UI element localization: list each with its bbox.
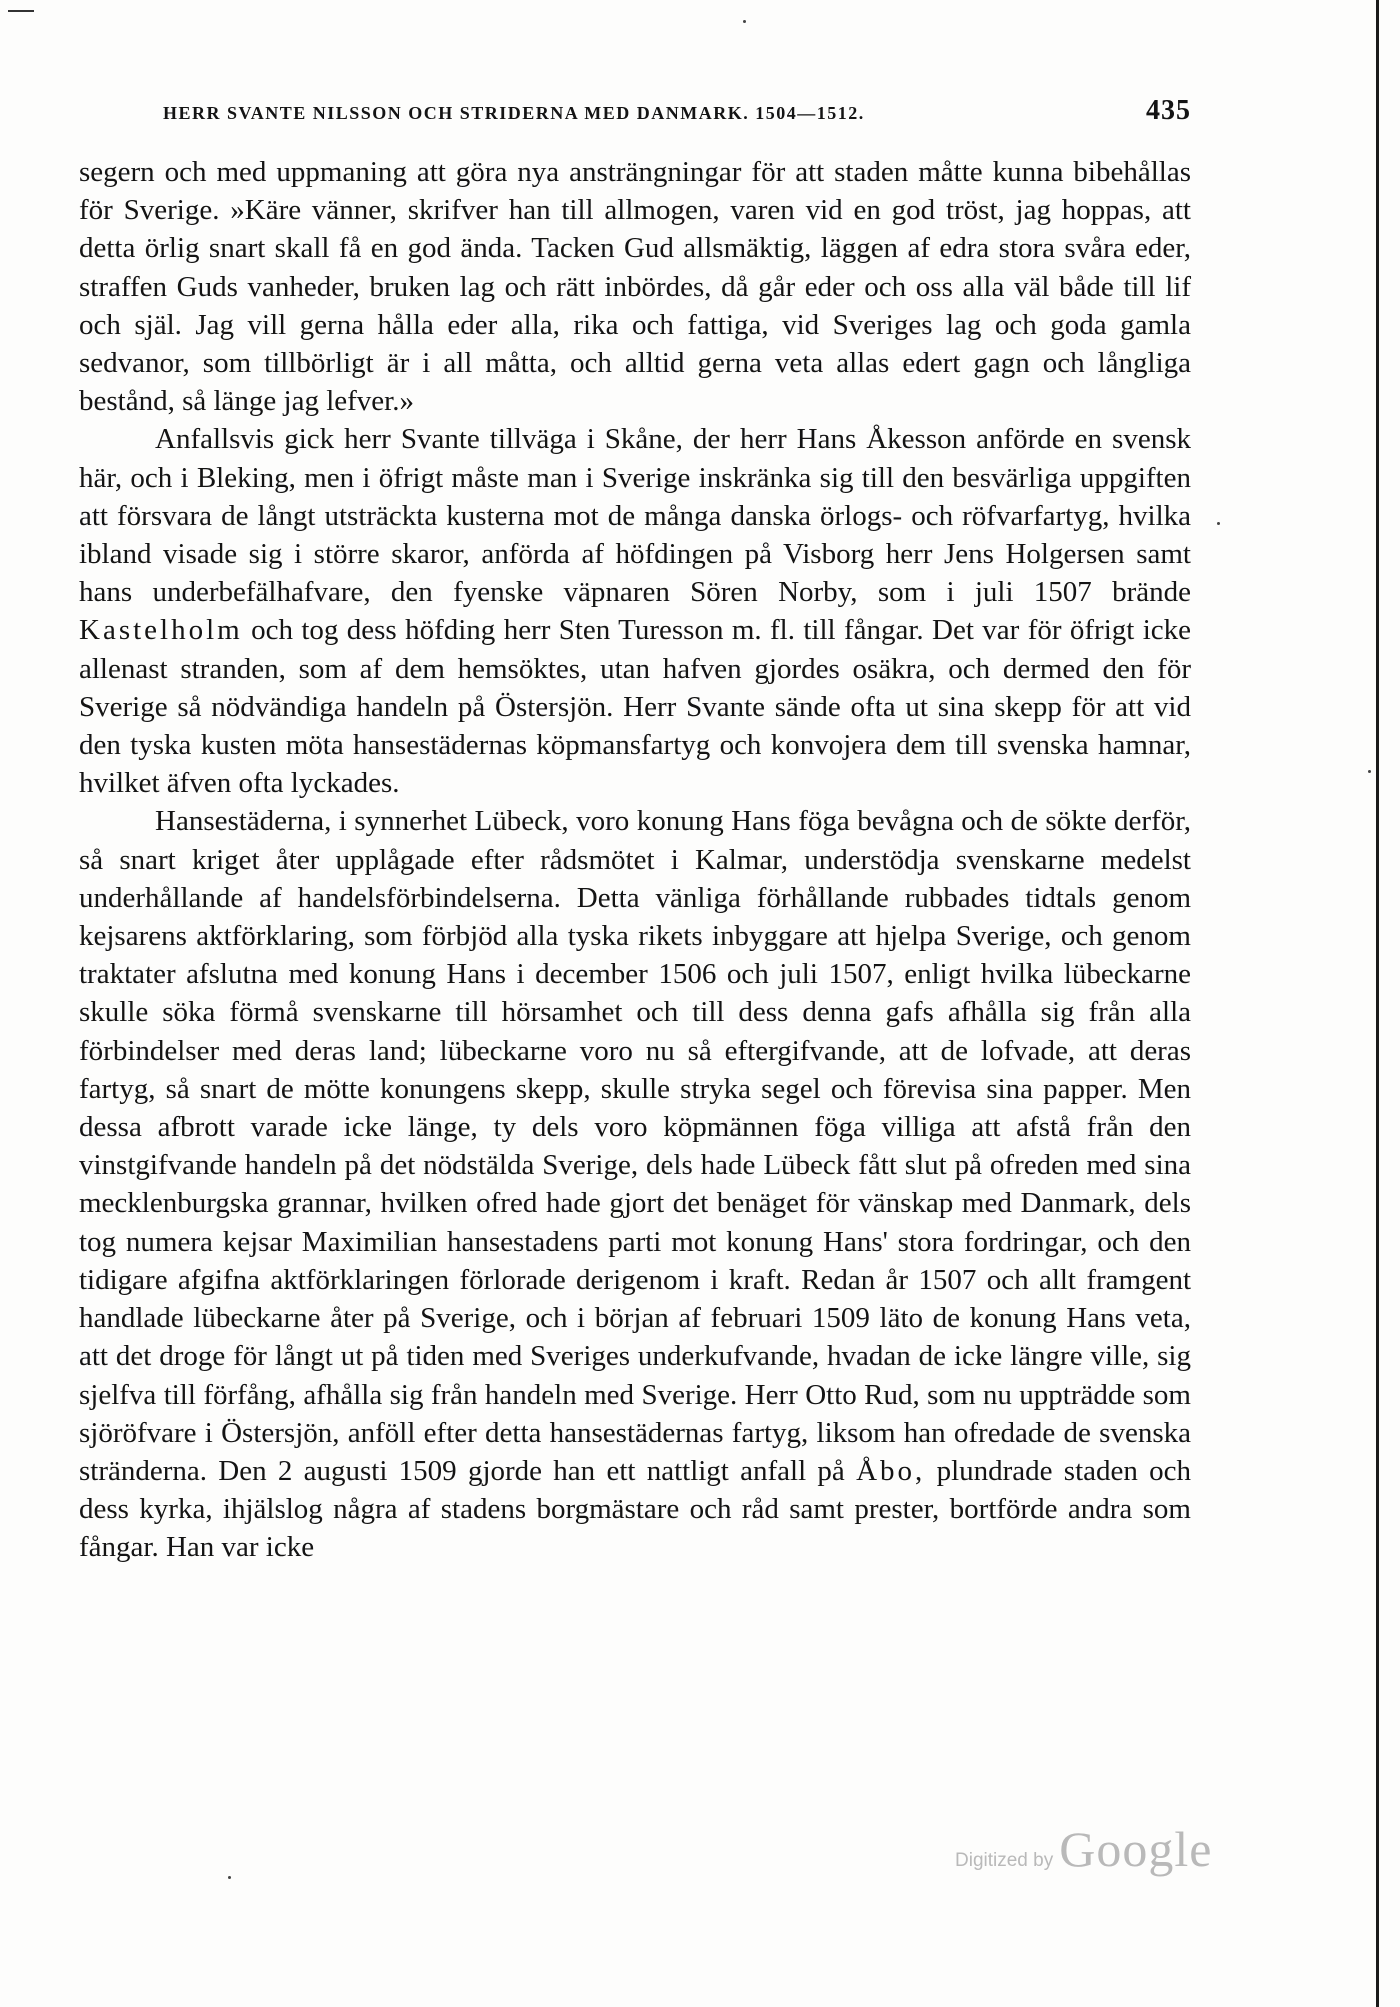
running-header <box>163 95 1191 135</box>
speck <box>1217 522 1220 525</box>
running-title: HERR SVANTE NILSSON OCH STRIDERNA MED DANMARK. 1504—1512. <box>163 103 865 123</box>
text-run: Anfallsvis gick herr Svante tillväga i Skåne, der herr Hans Åkesson anförde en svensk här, och i Bleking, men i öfrigt måste man i Sverige inskränka sig till den besvärliga uppgiften att försvara de långt utsträckta kusterna mot de många danska örlogs- och röfvarfartyg, hvilka ibland visade sig i större skaror, anförda af höfdingen på Visborg herr Jens Holgersen samt hans underbefälhafvare, den fyenske väpnaren Sören Norby, som i juli 1507 brände <box>79 423 1191 609</box>
scan-mark <box>8 10 34 12</box>
spaced-place-name: Åbo, <box>856 1454 926 1487</box>
paragraph <box>79 802 1191 1566</box>
scan-edge <box>1376 0 1379 2007</box>
body-text <box>79 153 1191 1567</box>
page-number: 435 <box>1146 95 1191 126</box>
paragraph <box>79 420 1191 802</box>
watermark-caption: Digitized by <box>955 1850 1054 1871</box>
spaced-place-name: Kastelholm <box>79 614 243 647</box>
text-run: och tog dess höfding herr Sten Turesson m. fl. till fångar. Det var för öfrigt icke allenast stranden, som af dem hemsöktes, utan hafven gjordes osäkra, och dermed den för Sverige så nödvändiga handeln på Östersjön. Herr Svante sände ofta ut sina skepp för att vid den tyska kusten möta hansestädernas köpmansfartyg och konvojera dem till svenska hamnar, hvilket äfven ofta lyckades. <box>79 614 1191 800</box>
digitized-watermark <box>955 1820 1212 1880</box>
speck <box>1368 770 1371 773</box>
speck <box>228 1876 231 1879</box>
text-run: plundrade staden och dess kyrka, ihjälslog några af stadens borgmästare och råd samt prester, bortförde andra som fångar. Han var icke <box>79 1454 1192 1564</box>
google-logo: Google <box>1059 1821 1213 1877</box>
paragraph: segern och med uppmaning att göra nya ansträngningar för att staden måtte kunna bibehållas för Sverige. »Käre vänner, skrifver han till allmogen, varen vid en god tröst, jag hoppas, att detta örlig snart skall få en god ända. Tacken Gud allsmäktig, läggen af edra stora svåra eder, straffen Guds vanheder, bruken lag och rätt inbördes, då går eder och oss alla väl både till lif och själ. Jag vill gerna hålla eder alla, rika och fattiga, vid Sveriges lag och goda gamla sedvanor, som tillbörligt är i all måtta, och alltid gerna veta allas edert gagn och långliga bestånd, så länge jag lefver.» <box>79 156 1191 418</box>
speck <box>743 20 746 23</box>
text-run: Hansestäderna, i synnerhet Lübeck, voro konung Hans föga bevågna och de sökte derför, så snart kriget åter upplågade efter rådsmötet i Kalmar, understödja svenskarne medelst underhållande af handelsförbindelserna. Detta vänliga förhållande rubbades tidtals genom kejsarens aktförklaring, som förbjöd alla tyska rikets inbyggare att hjelpa Sverige, och genom traktater afslutna med konung Hans i december 1506 och juli 1507, enligt hvilka lübeckarne skulle söka förmå svenskarne till hörsamhet och till dess denna gafs afhålla sig från alla förbindelser med deras land; lübeckarne voro nu så eftergifvande, att de lofvade, att deras fartyg, så snart de mötte konungens skepp, skulle stryka segel och förevisa sina papper. Men dessa afbrott varade icke länge, ty dels voro köpmännen föga villiga att afstå från den vinstgifvande handeln på det nödstälda Sverige, dels hade Lübeck fått slut på ofreden med sina mecklenburgska grannar, hvilken ofred hade gjort det benäget för vänskap med Danmark, dels tog numera kejsar Maximilian hansestadens parti mot konung Hans' stora fordringar, och den tidigare afgifna aktförklaringen förlorade derigenom i kraft. Redan år 1507 och allt framgent handlade lübeckarne åter på Sverige, och i början af februari 1509 läto de konung Hans veta, att det droge för långt ut på tiden med Sveriges underkufvande, hvadan de icke längre ville, sig sjelfva till förfång, afhålla sig från handeln med Sverige. Herr Otto Rud, som nu uppträdde som sjöröfvare i Östersjön, anföll efter detta hansestädernas fartyg, liksom han ofredade de svenska stränderna. Den 2 augusti 1509 gjorde han ett nattligt anfall på <box>79 805 1191 1487</box>
